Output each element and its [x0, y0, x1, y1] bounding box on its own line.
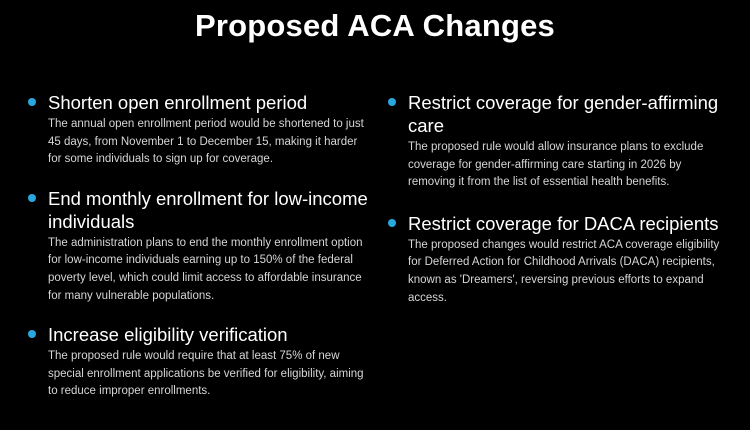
item-heading: Restrict coverage for DACA recipients [408, 212, 719, 234]
list-item [388, 91, 728, 192]
item-heading: Restrict coverage for gender-affirming care [408, 92, 719, 136]
list-item [28, 91, 368, 169]
bullet-dot-icon [388, 219, 396, 227]
item-description: The administration plans to end the monthly enrollment option for low-income individuals earning up to 150% of the federal poverty level, which could limit access to affordable insurance for many vulnerable populations. [48, 236, 363, 302]
page-title: Proposed ACA Changes [195, 8, 555, 43]
left-column [28, 91, 368, 401]
list-item [28, 187, 368, 305]
list-item [388, 212, 728, 307]
bullet-dot-icon [28, 330, 36, 338]
item-description: The proposed rule would allow insurance plans to exclude coverage for gender-affirming care starting in 2026 by removing it from the list of essential health benefits. [408, 141, 704, 189]
bullet-dot-icon [28, 194, 36, 202]
item-description: The proposed rule would require that at least 75% of new special enrollment applications be verified for eligibility, aiming to reduce improper enrollments. [48, 350, 364, 398]
list-item [28, 323, 368, 401]
item-description: The proposed changes would restrict ACA coverage eligibility for Deferred Action for Childhood Arrivals (DACA) recipients, known as 'Dreamers', reversing previous efforts to expand access. [408, 238, 720, 304]
bullet-dot-icon [388, 98, 396, 106]
item-heading: Increase eligibility verification [48, 324, 288, 346]
right-column [388, 91, 728, 307]
item-heading: Shorten open enrollment period [48, 92, 308, 113]
bullet-dot-icon [28, 98, 36, 106]
item-heading: End monthly enrollment for low-income individuals [48, 187, 368, 232]
item-description: The annual open enrollment period would be shortened to just 45 days, from November 1 to December 15, making it harder for some individuals to sign up for coverage. [48, 118, 364, 166]
